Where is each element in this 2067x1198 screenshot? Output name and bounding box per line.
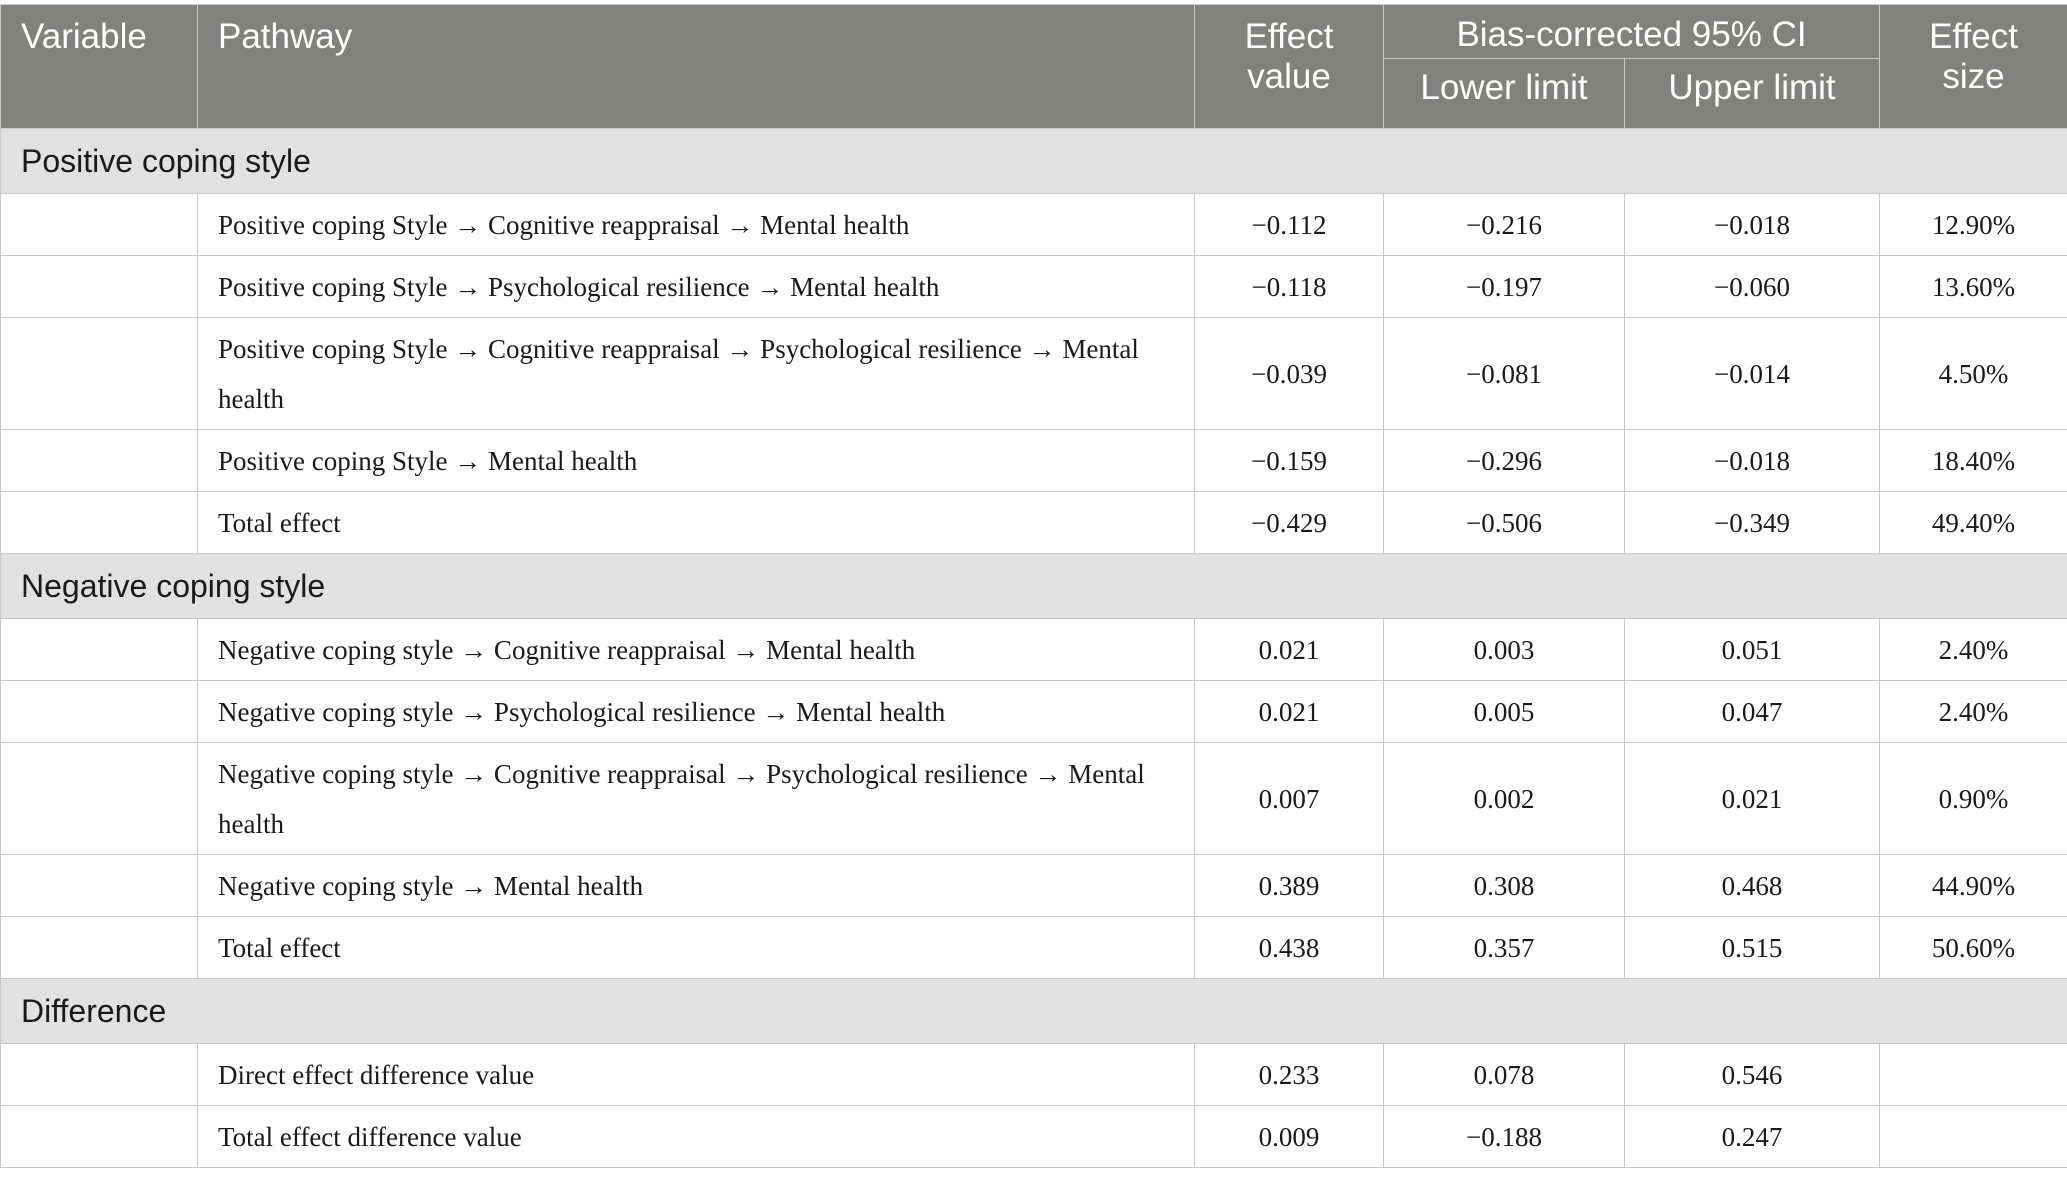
pathway-cell: Negative coping style → Cognitive reappraisal → Psychological resilience → Mental health [198, 743, 1195, 855]
lower-limit-cell: 0.078 [1384, 1044, 1625, 1106]
lower-limit-cell: 0.005 [1384, 681, 1625, 743]
upper-limit-cell: 0.047 [1625, 681, 1880, 743]
variable-cell [1, 855, 198, 917]
upper-limit-cell: −0.014 [1625, 318, 1880, 430]
effect-size-cell [1880, 1044, 2067, 1106]
variable-cell [1, 430, 198, 492]
lower-limit-cell: 0.003 [1384, 619, 1625, 681]
pathway-cell: Total effect [198, 492, 1195, 554]
effect-value-cell: 0.007 [1195, 743, 1384, 855]
variable-cell [1, 1044, 198, 1106]
effect-value-cell: 0.389 [1195, 855, 1384, 917]
pathway-cell: Positive coping Style → Psychological resilience → Mental health [198, 256, 1195, 318]
effect-value-cell: −0.159 [1195, 430, 1384, 492]
header-upper-limit: Upper limit [1625, 59, 1880, 129]
header-ci: Bias-corrected 95% CI [1384, 5, 1880, 59]
variable-cell [1, 492, 198, 554]
section-title: Negative coping style [1, 554, 2067, 619]
section-title: Positive coping style [1, 129, 2067, 194]
upper-limit-cell: 0.021 [1625, 743, 1880, 855]
upper-limit-cell: 0.468 [1625, 855, 1880, 917]
variable-cell [1, 917, 198, 979]
table-row [1, 681, 2067, 743]
pathway-cell: Total effect difference value [198, 1106, 1195, 1168]
effect-size-cell: 50.60% [1880, 917, 2067, 979]
lower-limit-cell: −0.216 [1384, 194, 1625, 256]
mediation-effect-table [0, 4, 2067, 1168]
effect-value-cell: 0.021 [1195, 681, 1384, 743]
variable-cell [1, 743, 198, 855]
lower-limit-cell: 0.308 [1384, 855, 1625, 917]
header-lower-limit: Lower limit [1384, 59, 1625, 129]
effect-value-cell: 0.233 [1195, 1044, 1384, 1106]
pathway-cell: Direct effect difference value [198, 1044, 1195, 1106]
pathway-cell: Total effect [198, 917, 1195, 979]
header-variable: Variable [1, 5, 198, 129]
effect-size-cell: 4.50% [1880, 318, 2067, 430]
effect-value-cell: 0.009 [1195, 1106, 1384, 1168]
table-body [1, 129, 2067, 1168]
table-row [1, 619, 2067, 681]
table-row [1, 256, 2067, 318]
pathway-cell: Negative coping style → Mental health [198, 855, 1195, 917]
effect-value-cell: −0.118 [1195, 256, 1384, 318]
table-row [1, 743, 2067, 855]
lower-limit-cell: −0.296 [1384, 430, 1625, 492]
lower-limit-cell: −0.188 [1384, 1106, 1625, 1168]
effect-value-cell: −0.112 [1195, 194, 1384, 256]
table-row [1, 194, 2067, 256]
header-effect-value: Effect value [1195, 5, 1384, 129]
effect-value-cell: 0.021 [1195, 619, 1384, 681]
pathway-cell: Positive coping Style → Cognitive reappraisal → Mental health [198, 194, 1195, 256]
header-pathway: Pathway [198, 5, 1195, 129]
variable-cell [1, 256, 198, 318]
upper-limit-cell: 0.546 [1625, 1044, 1880, 1106]
effect-value-cell: −0.429 [1195, 492, 1384, 554]
effect-size-cell: 12.90% [1880, 194, 2067, 256]
upper-limit-cell: −0.349 [1625, 492, 1880, 554]
pathway-cell: Positive coping Style → Cognitive reappraisal → Psychological resilience → Mental health [198, 318, 1195, 430]
table-row [1, 492, 2067, 554]
table-header [1, 5, 2067, 129]
header-effect-size: Effect size [1880, 5, 2067, 129]
table-row [1, 917, 2067, 979]
variable-cell [1, 194, 198, 256]
table-row [1, 855, 2067, 917]
upper-limit-cell: −0.018 [1625, 194, 1880, 256]
section-row [1, 979, 2067, 1044]
upper-limit-cell: −0.060 [1625, 256, 1880, 318]
pathway-cell: Negative coping style → Psychological resilience → Mental health [198, 681, 1195, 743]
section-row [1, 129, 2067, 194]
effect-size-cell [1880, 1106, 2067, 1168]
table-row [1, 1106, 2067, 1168]
variable-cell [1, 681, 198, 743]
effect-size-cell: 18.40% [1880, 430, 2067, 492]
lower-limit-cell: 0.002 [1384, 743, 1625, 855]
pathway-cell: Positive coping Style → Mental health [198, 430, 1195, 492]
section-title: Difference [1, 979, 2067, 1044]
lower-limit-cell: 0.357 [1384, 917, 1625, 979]
variable-cell [1, 619, 198, 681]
variable-cell [1, 318, 198, 430]
effect-size-cell: 13.60% [1880, 256, 2067, 318]
effect-value-cell: −0.039 [1195, 318, 1384, 430]
table-row [1, 318, 2067, 430]
section-row [1, 554, 2067, 619]
effect-size-cell: 49.40% [1880, 492, 2067, 554]
pathway-cell: Negative coping style → Cognitive reappraisal → Mental health [198, 619, 1195, 681]
effect-value-cell: 0.438 [1195, 917, 1384, 979]
upper-limit-cell: 0.515 [1625, 917, 1880, 979]
effect-size-cell: 2.40% [1880, 619, 2067, 681]
effect-size-cell: 0.90% [1880, 743, 2067, 855]
table-row [1, 1044, 2067, 1106]
lower-limit-cell: −0.197 [1384, 256, 1625, 318]
table-row [1, 430, 2067, 492]
variable-cell [1, 1106, 198, 1168]
upper-limit-cell: 0.247 [1625, 1106, 1880, 1168]
effect-size-cell: 2.40% [1880, 681, 2067, 743]
lower-limit-cell: −0.506 [1384, 492, 1625, 554]
lower-limit-cell: −0.081 [1384, 318, 1625, 430]
effect-size-cell: 44.90% [1880, 855, 2067, 917]
upper-limit-cell: 0.051 [1625, 619, 1880, 681]
upper-limit-cell: −0.018 [1625, 430, 1880, 492]
